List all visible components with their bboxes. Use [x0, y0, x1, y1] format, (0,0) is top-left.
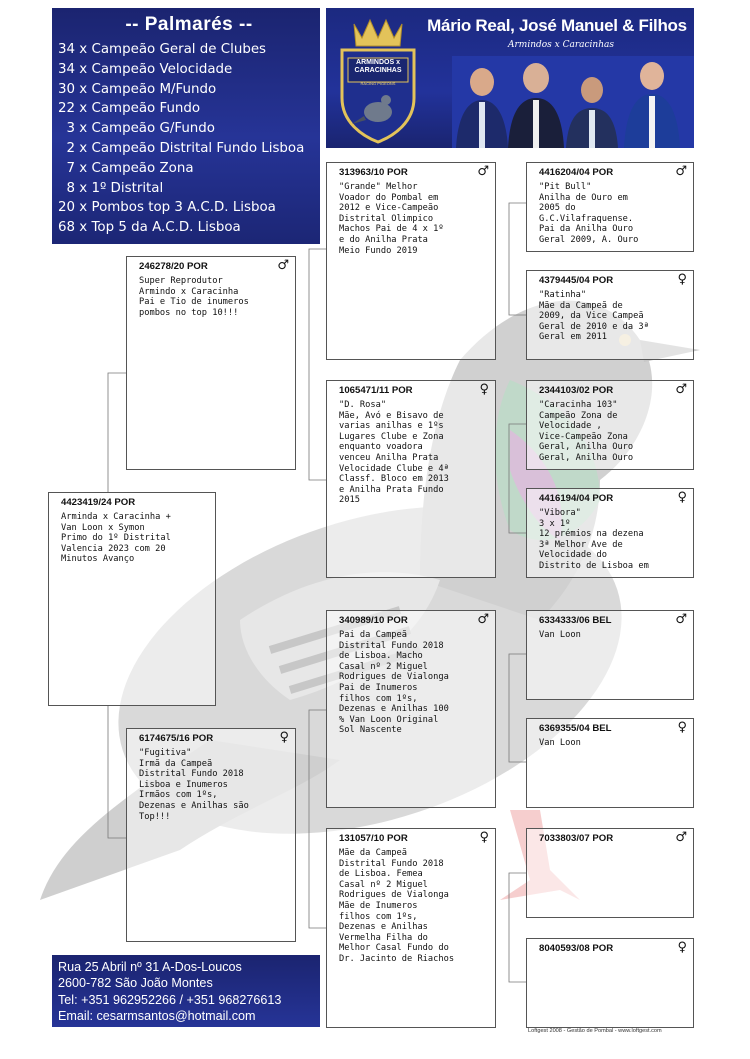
ring-number: 4416204/04 POR	[539, 167, 614, 178]
ring-number: 6174675/16 POR	[139, 733, 214, 744]
loft-subtitle: Armindos x Caracinhas	[507, 40, 615, 50]
female-icon: ♀	[677, 272, 687, 287]
palmares-panel	[52, 8, 320, 244]
software-credit: Loftgest 2008 - Gestão de Pombal - www.loftgest.com	[528, 1028, 662, 1034]
pedigree-card-sire-dam	[326, 380, 496, 578]
pigeon-description: "Pit Bull" Anilha de Ouro em 2005 do G.C.Vilafraquense. Pai da Anilha Ouro Geral 2009, A. Ouro	[539, 182, 639, 245]
palmares-item: 20 x Pombos top 3 A.C.D. Lisboa	[58, 200, 276, 216]
pedigree-card-sire-sire	[326, 162, 496, 360]
palmares-title: -- Palmarés --	[125, 14, 253, 35]
male-icon: ♂	[675, 382, 687, 397]
crest-title-line2: CARACINHAS	[354, 67, 402, 74]
palmares-item: 7 x Campeão Zona	[58, 160, 194, 176]
contact-email: Email: cesarmsantos@hotmail.com	[58, 1009, 256, 1024]
ring-number: 4416194/04 POR	[539, 493, 614, 504]
palmares-item: 34 x Campeão Geral de Clubes	[58, 42, 267, 57]
ring-number: 6334333/06 BEL	[539, 615, 612, 626]
pigeon-description: "Fugitiva" Irmã da Campeã Distrital Fundo 2018 Lisboa e Inumeros Irmãos com 1ºs, Dezenas e Anilhas são Top!!!	[139, 748, 249, 822]
male-icon: ♂	[477, 612, 489, 627]
ring-number: 313963/10 POR	[339, 167, 408, 178]
palmares-item: 2 x Campeão Distrital Fundo Lisboa	[58, 140, 305, 156]
owners-photo	[452, 56, 694, 148]
pedigree-card-dam-dam	[326, 828, 496, 1028]
palmares-item: 34 x Campeão Velocidade	[58, 61, 233, 77]
pedigree-card-sdd	[526, 488, 694, 578]
pigeon-description: Van Loon	[539, 630, 581, 640]
palmares-item: 3 x Campeão G/Fundo	[58, 121, 215, 137]
pigeon-description: "Caracinha 103" Campeão Zona de Velocidade , Vice-Campeão Zona Geral, Anilha Ouro Geral, Anilha Ouro	[539, 400, 634, 463]
ring-number: 246278/20 POR	[139, 261, 208, 272]
male-icon: ♂	[675, 612, 687, 627]
crest-small-text: RACING PIGEONS	[360, 81, 396, 86]
male-icon: ♂	[277, 258, 289, 273]
ring-number: 7033803/07 POR	[539, 833, 614, 844]
female-icon: ♀	[677, 720, 687, 735]
palmares-item: 8 x 1º Distrital	[58, 180, 164, 196]
pigeon-description: "Ratinha" Mãe da Campeã de 2009, da Vice Campeã Geral de 2010 e da 3ª Geral em 2011	[539, 290, 649, 343]
pedigree-card-dds	[526, 828, 694, 918]
palmares-item: 68 x Top 5 da A.C.D. Lisboa	[58, 220, 241, 236]
pedigree-card-dss	[526, 610, 694, 700]
contact-panel	[52, 955, 320, 1027]
pedigree-card-dam	[126, 728, 296, 942]
ring-number: 131057/10 POR	[339, 833, 408, 844]
pedigree-card-sire	[126, 256, 296, 470]
crest-title-line1: ARMINDOS x	[356, 59, 400, 66]
ring-number: 340989/10 POR	[339, 615, 408, 626]
ring-number: 8040593/08 POR	[539, 943, 614, 954]
pedigree-card-ddd	[526, 938, 694, 1028]
loft-owner-names: Mário Real, José Manuel & Filhos	[427, 16, 687, 35]
pigeon-description: Arminda x Caracinha + Van Loon x Symon Primo do 1º Distrital Valencia 2023 com 20 Minutos Avanço	[61, 512, 171, 565]
contact-phone: Tel: +351 962952266 / +351 968276613	[58, 992, 282, 1007]
ring-number: 6369355/04 BEL	[539, 723, 612, 734]
ring-number: 4379445/04 POR	[539, 275, 614, 286]
male-icon: ♂	[477, 164, 489, 179]
palmares-item: 30 x Campeão M/Fundo	[58, 81, 217, 97]
female-icon: ♀	[479, 382, 489, 397]
contact-address-line2: 2600-782 São João Montes	[58, 976, 213, 991]
pigeon-description: "D. Rosa" Mãe, Avó e Bisavo de varias anilhas e 1ºs Lugares Clube e Zona enquanto voadora venceu Anilha Prata Velocidade Clube e 4ª Classf. Bloco em 2013 e Anilha Prata Fundo 2015	[339, 400, 449, 506]
palmares-list	[58, 40, 320, 238]
female-icon: ♀	[479, 830, 489, 845]
pedigree-card-subject	[48, 492, 216, 706]
pedigree-card-ssd	[526, 270, 694, 360]
pedigree-card-dam-sire	[326, 610, 496, 808]
pigeon-description: Mãe da Campeã Distrital Fundo 2018 de Lisboa. Femea Casal nº 2 Miguel Rodrigues de Vialonga Mãe de Inumeros filhos com 1ºs, Dezenas e Anilhas Vermelha Filha do Melhor Casal Fundo do Dr. Jacinto de Riachos	[339, 848, 455, 964]
pigeon-description: Super Reprodutor Armindo x Caracinha Pai e Tio de inumeros pombos no top 10!!!	[139, 276, 249, 318]
ring-number: 1065471/11 POR	[339, 385, 413, 396]
palmares-item: 22 x Campeão Fundo	[58, 101, 201, 117]
loft-banner	[326, 8, 694, 148]
pigeon-description: "Grande" Melhor Voador do Pombal em 2012 e Vice-Campeão Distrital Olimpico Machos Pai de 4 x 1º e do Anilha Prata Meio Fundo 2019	[339, 182, 444, 256]
pedigree-card-sss	[526, 162, 694, 252]
loft-crest-logo	[334, 12, 422, 144]
pigeon-description: Pai da Campeã Distrital Fundo 2018 de Lisboa. Macho Casal nº 2 Miguel Rodrigues de Vialonga Pai de Inumeros filhos com 1ºs, Dezenas e Anilhas 100 % Van Loon Original Sol Nascente	[339, 630, 449, 736]
pigeon-description: "Vibora" 3 x 1º 12 prémios na dezena 3ª Melhor Ave de Velocidade do Distrito de Lisboa em	[539, 508, 649, 571]
pedigree-card-dsd	[526, 718, 694, 808]
ring-number: 2344103/02 POR	[539, 385, 614, 396]
pigeon-description: Van Loon	[539, 738, 581, 748]
male-icon: ♂	[675, 164, 687, 179]
pedigree-card-sds	[526, 380, 694, 470]
female-icon: ♀	[677, 940, 687, 955]
female-icon: ♀	[677, 490, 687, 505]
contact-address-line1: Rua 25 Abril nº 31 A-Dos-Loucos	[58, 960, 242, 974]
crest-title	[348, 59, 408, 75]
ring-number: 4423419/24 POR	[61, 497, 136, 508]
male-icon: ♂	[675, 830, 687, 845]
female-icon: ♀	[279, 730, 289, 745]
